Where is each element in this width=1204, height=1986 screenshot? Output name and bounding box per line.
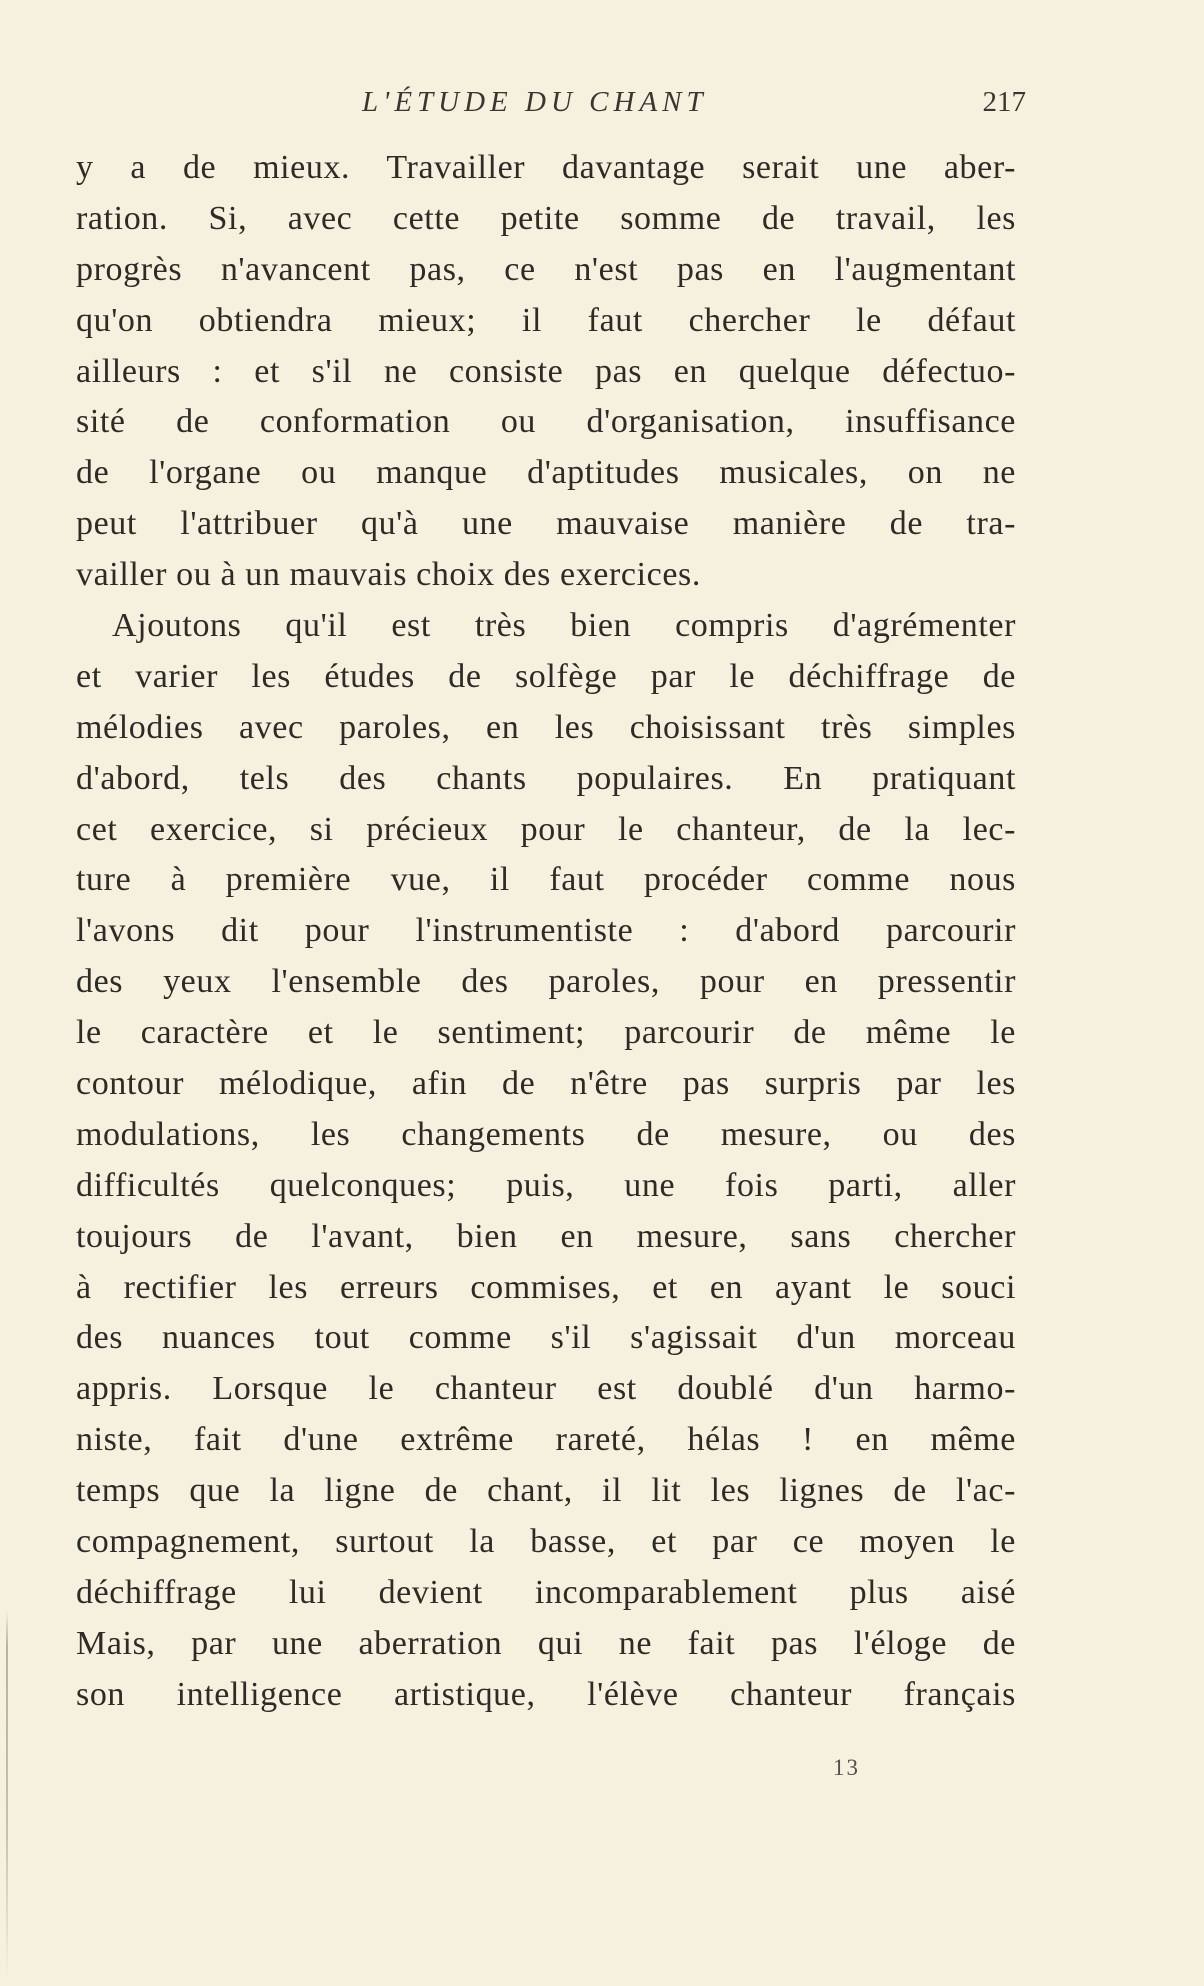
body-text xyxy=(76,143,1016,1721)
running-title: L'ÉTUDE DU CHANT xyxy=(362,86,708,118)
text-line: et varier les études de solfège par le déchiffrage de xyxy=(76,657,1016,695)
page-number: 217 xyxy=(982,86,1026,118)
text-line: ture à première vue, il faut procéder comme nous xyxy=(76,861,1016,899)
text-line: Mais, par une aberration qui ne fait pas l'éloge de xyxy=(76,1624,1016,1662)
text-line: des nuances tout comme s'il s'agissait d'un morceau xyxy=(76,1319,1016,1357)
text-line: l'avons dit pour l'instrumentiste : d'abord parcourir xyxy=(76,912,1016,950)
page-edge-shadow xyxy=(6,1610,8,1980)
text-line: ailleurs : et s'il ne consiste pas en quelque défectuo- xyxy=(76,352,1016,390)
text-line: toujours de l'avant, bien en mesure, sans chercher xyxy=(76,1217,1016,1255)
text-line: temps que la ligne de chant, il lit les lignes de l'ac- xyxy=(76,1472,1016,1510)
text-line: vailler ou à un mauvais choix des exercices. xyxy=(76,556,701,594)
text-line: contour mélodique, afin de n'être pas surpris par les xyxy=(76,1065,1016,1103)
page-header xyxy=(76,86,1026,126)
text-line: appris. Lorsque le chanteur est doublé d'un harmo- xyxy=(76,1370,1016,1408)
text-line: cet exercice, si précieux pour le chanteur, de la lec- xyxy=(76,810,1016,848)
text-line: sité de conformation ou d'organisation, insuffisance xyxy=(76,403,1016,441)
text-line: compagnement, surtout la basse, et par ce moyen le xyxy=(76,1523,1016,1561)
text-line: progrès n'avancent pas, ce n'est pas en l'augmentant xyxy=(76,250,1016,288)
text-line: peut l'attribuer qu'à une mauvaise manière de tra- xyxy=(76,505,1016,543)
text-line: difficultés quelconques; puis, une fois parti, aller xyxy=(76,1166,1016,1204)
text-line: des yeux l'ensemble des paroles, pour en pressentir xyxy=(76,963,1016,1001)
text-line: qu'on obtiendra mieux; il faut chercher le défaut xyxy=(76,301,1016,339)
text-line: y a de mieux. Travailler davantage serait une aber- xyxy=(76,149,1016,186)
text-line: d'abord, tels des chants populaires. En pratiquant xyxy=(76,759,1016,797)
text-line: mélodies avec paroles, en les choisissant très simples xyxy=(76,708,1016,746)
text-line: ration. Si, avec cette petite somme de travail, les xyxy=(76,199,1016,237)
text-line: le caractère et le sentiment; parcourir de même le xyxy=(76,1014,1016,1052)
text-line: Ajoutons qu'il est très bien compris d'agrémenter xyxy=(112,607,1016,645)
text-line: modulations, les changements de mesure, ou des xyxy=(76,1115,1016,1153)
text-line: à rectifier les erreurs commises, et en ayant le souci xyxy=(76,1268,1016,1306)
signature-mark: 13 xyxy=(833,1755,860,1780)
text-line: de l'organe ou manque d'aptitudes musicales, on ne xyxy=(76,454,1016,492)
text-line: son intelligence artistique, l'élève chanteur français xyxy=(76,1675,1016,1713)
text-line: niste, fait d'une extrême rareté, hélas ! en même xyxy=(76,1421,1016,1459)
text-line: déchiffrage lui devient incomparablement plus aisé xyxy=(76,1573,1016,1611)
